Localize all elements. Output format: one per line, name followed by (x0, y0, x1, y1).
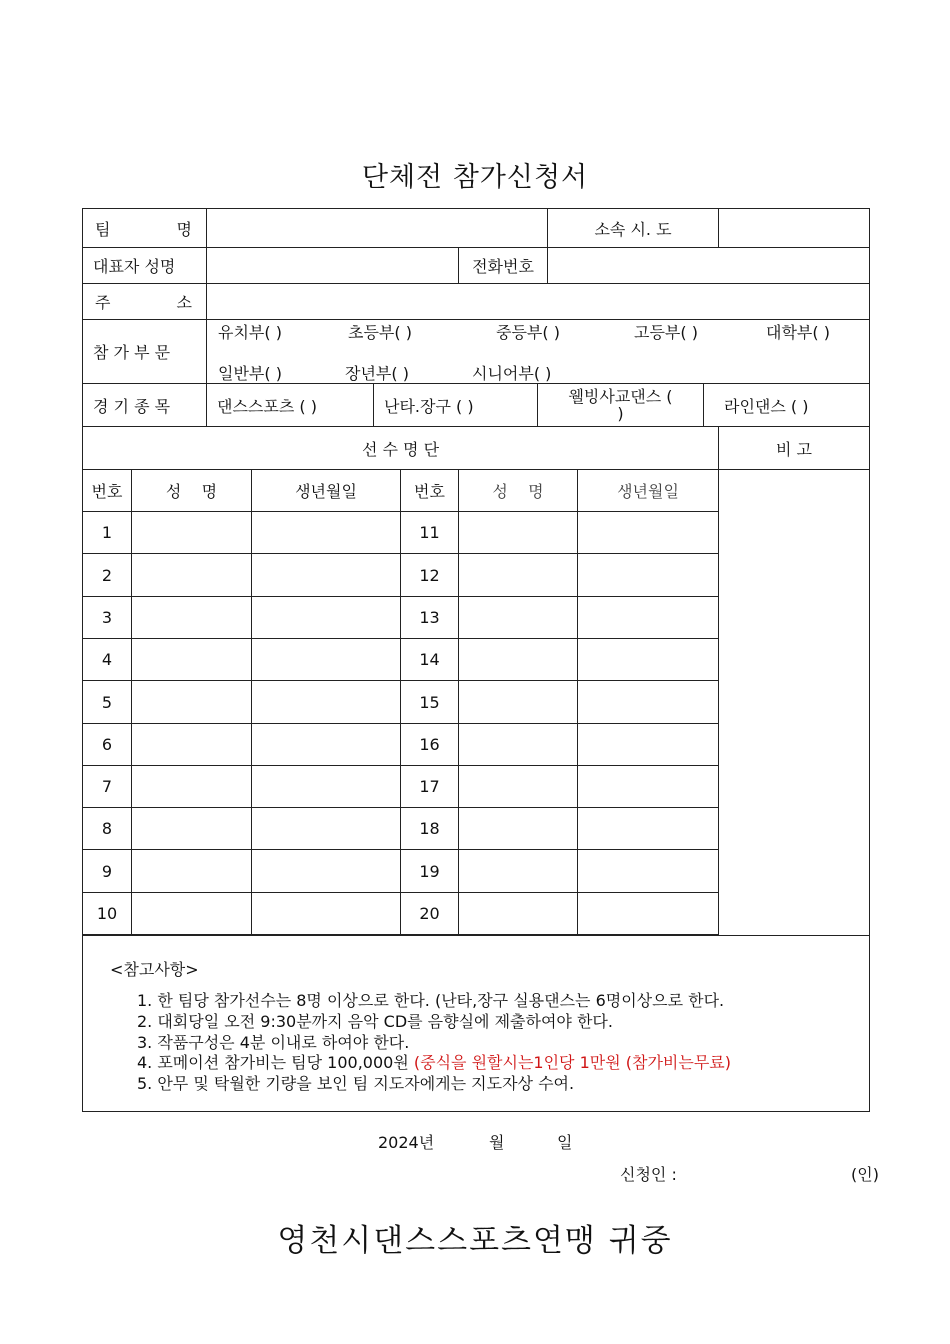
row-birth-left[interactable] (251, 680, 401, 724)
address-label-part-b: 소 (176, 293, 192, 312)
row-name-right[interactable] (458, 892, 578, 935)
date-year: 2024년 (378, 1133, 435, 1152)
row-birth-right[interactable] (577, 892, 719, 935)
note-item-4-text: 4. 포메이션 참가비는 팀당 100,000원 (137, 1053, 409, 1072)
row-birth-right[interactable] (577, 680, 719, 724)
row-birth-left[interactable] (251, 807, 401, 850)
division-high[interactable]: 고등부( ) (634, 323, 698, 342)
row-no-left: 5 (82, 680, 132, 724)
page-title: 단체전 참가신청서 (361, 162, 589, 193)
col-name-left: 성 명 (131, 469, 252, 512)
row-birth-right[interactable] (577, 596, 719, 639)
row-name-left[interactable] (131, 849, 252, 893)
note-item-3: 3. 작품구성은 4분 이내로 하여야 한다. (137, 1033, 410, 1052)
row-name-left[interactable] (131, 638, 252, 681)
row-birth-right[interactable] (577, 638, 719, 681)
row-birth-left[interactable] (251, 638, 401, 681)
row-birth-right[interactable] (577, 723, 719, 766)
representative-field[interactable] (206, 247, 459, 284)
row-no-right: 13 (400, 596, 459, 639)
row-name-left[interactable] (131, 596, 252, 639)
row-birth-left[interactable] (251, 723, 401, 766)
row-no-right: 15 (400, 680, 459, 724)
row-birth-right[interactable] (577, 765, 719, 808)
row-no-right: 19 (400, 849, 459, 893)
roster-heading: 선 수 명 단 (82, 426, 719, 470)
col-no-left: 번호 (82, 469, 132, 512)
date-month: 월 (489, 1133, 505, 1152)
row-name-right[interactable] (458, 765, 578, 808)
row-name-right[interactable] (458, 596, 578, 639)
row-birth-left[interactable] (251, 849, 401, 893)
affiliation-label: 소속 시. 도 (547, 208, 719, 248)
row-birth-right[interactable] (577, 849, 719, 893)
division-elementary[interactable]: 초등부( ) (348, 323, 412, 342)
note-item-4-red: (중식을 원할시는1인당 1만원 (참가비는무료) (413, 1053, 731, 1072)
row-name-right[interactable] (458, 849, 578, 893)
recipient-footer: 영천시댄스스포츠연맹 귀중 (277, 1223, 673, 1259)
division-senior[interactable]: 시니어부( ) (472, 364, 552, 383)
notes-heading: <참고사항> (110, 960, 199, 979)
row-no-left: 3 (82, 596, 132, 639)
remarks-field[interactable] (718, 469, 870, 936)
event-label: 경 기 종 목 (82, 383, 207, 427)
row-no-left: 7 (82, 765, 132, 808)
row-no-right: 16 (400, 723, 459, 766)
event-nanta-janggu[interactable]: 난타.장구 ( ) (373, 383, 538, 427)
row-no-left: 6 (82, 723, 132, 766)
row-birth-left[interactable] (251, 765, 401, 808)
event-dancesport[interactable]: 댄스스포츠 ( ) (206, 383, 374, 427)
row-birth-right[interactable] (577, 553, 719, 597)
row-no-left: 10 (82, 892, 132, 935)
division-senior-adult[interactable]: 장년부( ) (345, 364, 409, 383)
row-no-left: 8 (82, 807, 132, 850)
row-name-left[interactable] (131, 723, 252, 766)
remarks-heading: 비 고 (718, 426, 870, 470)
row-name-left[interactable] (131, 892, 252, 935)
division-label: 참 가 부 문 (82, 319, 207, 384)
row-name-right[interactable] (458, 680, 578, 724)
row-no-right: 11 (400, 511, 459, 554)
division-university[interactable]: 대학부( ) (766, 323, 830, 342)
col-birth-left: 생년월일 (251, 469, 401, 512)
row-name-right[interactable] (458, 553, 578, 597)
row-name-left[interactable] (131, 765, 252, 808)
row-no-right: 18 (400, 807, 459, 850)
col-birth-right: 생년월일 (577, 469, 719, 512)
row-no-left: 2 (82, 553, 132, 597)
col-name-right: 성 명 (458, 469, 578, 512)
event-wellbeing-text: 웰빙사교댄스 ( (568, 387, 673, 406)
row-no-right: 20 (400, 892, 459, 935)
event-wellbeing-social[interactable] (537, 383, 704, 427)
row-birth-left[interactable] (251, 596, 401, 639)
address-label (82, 283, 207, 320)
applicant-label: 신청인 : (620, 1165, 677, 1184)
team-label-part-b: 명 (176, 219, 192, 239)
division-general[interactable]: 일반부( ) (218, 364, 282, 383)
row-birth-right[interactable] (577, 511, 719, 554)
row-no-right: 12 (400, 553, 459, 597)
row-name-right[interactable] (458, 638, 578, 681)
row-no-right: 17 (400, 765, 459, 808)
division-kindergarten[interactable]: 유치부( ) (218, 323, 282, 342)
row-birth-left[interactable] (251, 511, 401, 554)
phone-label: 전화번호 (458, 247, 548, 284)
applicant-seal: (인) (851, 1165, 879, 1184)
affiliation-field[interactable] (718, 208, 870, 248)
team-name-field[interactable] (206, 208, 548, 248)
row-name-left[interactable] (131, 680, 252, 724)
event-wellbeing-paren: ) (617, 404, 624, 423)
row-name-right[interactable] (458, 723, 578, 766)
row-no-right: 14 (400, 638, 459, 681)
team-label-part-a: 팀 (95, 219, 111, 239)
row-birth-left[interactable] (251, 553, 401, 597)
note-item-2: 2. 대회당일 오전 9:30분까지 음악 CD를 음향실에 제출하여야 한다. (137, 1012, 613, 1031)
row-no-left: 1 (82, 511, 132, 554)
row-name-right[interactable] (458, 511, 578, 554)
note-item-5: 5. 안무 및 탁월한 기량을 보인 팀 지도자에게는 지도자상 수여. (137, 1074, 575, 1093)
address-field[interactable] (206, 283, 870, 320)
row-name-left[interactable] (131, 553, 252, 597)
representative-label: 대표자 성명 (82, 247, 207, 284)
event-line-dance[interactable]: 라인댄스 ( ) (703, 383, 870, 427)
col-no-right: 번호 (400, 469, 459, 512)
note-item-4 (137, 1050, 731, 1073)
row-no-left: 9 (82, 849, 132, 893)
row-name-left[interactable] (131, 511, 252, 554)
address-label-part-a: 주 (95, 293, 111, 312)
team-name-label (82, 208, 207, 248)
note-item-1: 1. 한 팀당 참가선수는 8명 이상으로 한다. (난타,장구 실용댄스는 6명이상으로 한다. (137, 991, 725, 1010)
row-name-right[interactable] (458, 807, 578, 850)
division-middle[interactable]: 중등부( ) (496, 323, 560, 342)
date-day: 일 (557, 1133, 573, 1152)
row-no-left: 4 (82, 638, 132, 681)
row-birth-right[interactable] (577, 807, 719, 850)
row-name-left[interactable] (131, 807, 252, 850)
row-birth-left[interactable] (251, 892, 401, 935)
phone-field[interactable] (547, 247, 870, 284)
